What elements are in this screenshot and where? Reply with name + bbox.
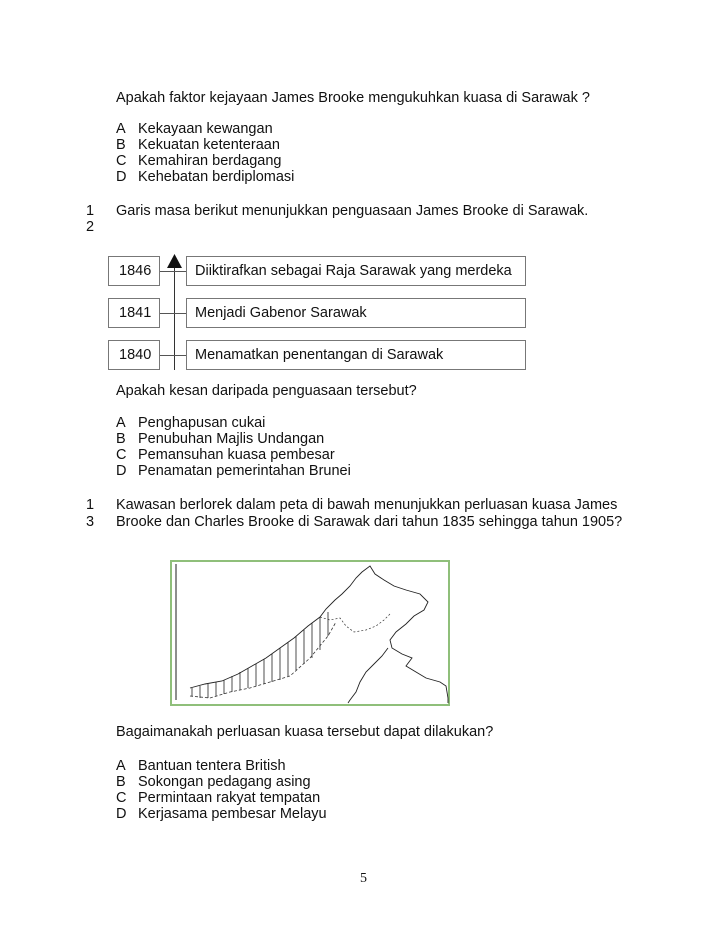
- q12-option-c-text: Pemansuhan kuasa pembesar: [138, 447, 335, 463]
- timeline-year-box: [108, 256, 160, 286]
- q11-option-b-text: Kekuatan ketenteraan: [138, 137, 280, 153]
- q11-option-c-text: Kemahiran berdagang: [138, 153, 282, 169]
- q11-option-d-text: Kehebatan berdiplomasi: [138, 169, 295, 185]
- q11-option-b-letter: B: [116, 137, 126, 153]
- q13-question-line-2: Brooke dan Charles Brooke di Sarawak dari tahun 1835 sehingga tahun 1905?: [116, 514, 623, 530]
- q12-option-a-text: Penghapusan cukai: [138, 415, 266, 431]
- timeline-axis: [174, 262, 175, 370]
- q13-option-d-text: Kerjasama pembesar Melayu: [138, 806, 327, 822]
- q12-option-d-letter: D: [116, 463, 127, 479]
- q12-question: Garis masa berikut menunjukkan penguasaan James Brooke di Sarawak.: [116, 203, 589, 219]
- sarawak-map-image: [170, 560, 450, 706]
- q11-option-a-letter: A: [116, 121, 126, 137]
- q13-option-a-letter: A: [116, 758, 126, 774]
- q12-option-a-letter: A: [116, 415, 126, 431]
- q12-followup: Apakah kesan daripada penguasaan tersebut?: [116, 383, 417, 399]
- timeline-year: 1840: [119, 347, 152, 363]
- timeline-event: Menamatkan penentangan di Sarawak: [195, 347, 444, 363]
- timeline-event: Diiktirafkan sebagai Raja Sarawak yang merdeka: [195, 263, 512, 279]
- q12-option-d-text: Penamatan pemerintahan Brunei: [138, 463, 351, 479]
- timeline-event-box: [186, 340, 526, 370]
- timeline-year-box: [108, 298, 160, 328]
- q13-option-a-text: Bantuan tentera British: [138, 758, 286, 774]
- q12-number-digit-1: 1: [86, 203, 95, 219]
- timeline-event-box: [186, 256, 526, 286]
- q13-option-d-letter: D: [116, 806, 127, 822]
- q11-option-c-letter: C: [116, 153, 127, 169]
- q13-number-digit-2: 3: [86, 514, 95, 530]
- timeline-connector: [160, 355, 186, 356]
- q13-question-line-1: Kawasan berlorek dalam peta di bawah menunjukkan perluasan kuasa James: [116, 497, 618, 513]
- q13-option-c-letter: C: [116, 790, 127, 806]
- q13-option-b-text: Sokongan pedagang asing: [138, 774, 311, 790]
- timeline-connector: [160, 313, 186, 314]
- q13-option-c-text: Permintaan rakyat tempatan: [138, 790, 321, 806]
- timeline-event-box: [186, 298, 526, 328]
- q12-option-b-text: Penubuhan Majlis Undangan: [138, 431, 325, 447]
- timeline-event: Menjadi Gabenor Sarawak: [195, 305, 367, 321]
- timeline-connector: [160, 271, 186, 272]
- q13-option-b-letter: B: [116, 774, 126, 790]
- q12-option-c-letter: C: [116, 447, 127, 463]
- q12-number-digit-2: 2: [86, 219, 95, 235]
- q13-followup: Bagaimanakah perluasan kuasa tersebut dapat dilakukan?: [116, 724, 494, 740]
- page-number: 5: [360, 871, 367, 886]
- timeline-year-box: [108, 340, 160, 370]
- map-frame: [171, 561, 449, 705]
- timeline-year: 1841: [119, 305, 152, 321]
- q11-option-d-letter: D: [116, 169, 127, 185]
- timeline-year: 1846: [119, 263, 152, 279]
- q12-option-b-letter: B: [116, 431, 126, 447]
- q11-option-a-text: Kekayaan kewangan: [138, 121, 273, 137]
- timeline-arrow-icon: [167, 254, 182, 268]
- q13-number-digit-1: 1: [86, 497, 95, 513]
- q11-question: Apakah faktor kejayaan James Brooke mengukuhkan kuasa di Sarawak ?: [116, 90, 590, 106]
